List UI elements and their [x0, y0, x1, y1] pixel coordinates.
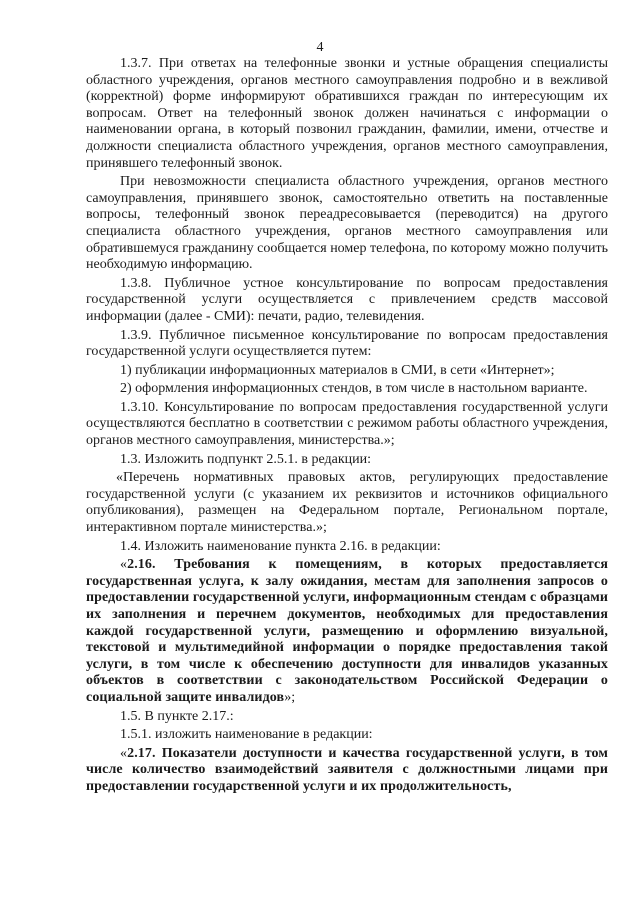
page-number: 4: [316, 40, 324, 55]
bold-text-2-17: 2.17. Показатели доступности и качества государственной услуги, в том числе количество взаимодействий заявителя с должностными лицами при предоставлении государственной услуги и их продолжительность,: [86, 745, 608, 794]
paragraph-amend-1-4: 1.4. Изложить наименование пункта 2.16. в редакции:: [120, 538, 441, 554]
quote-open-2: «: [120, 745, 128, 761]
paragraph-1-3-10: 1.3.10. Консультирование по вопросам предоставления государственной услуги осуществляются бесплатно в соответствии с режимом работы областного учреждения, органов местного самоуправления, министерства.»;: [86, 399, 608, 449]
paragraph-1-3-7: 1.3.7. При ответах на телефонные звонки и устные обращения специалисты областного учреждения, органов местного самоуправления подробно и в вежливой (корректной) форме информируют обратившихся граждан по интересующим их вопросам. Ответ на телефонный звонок должен начинаться с информации о наименовании органа, в который позвонил гражданин, фамилии, имени, отчестве и должности специалиста областного учреждения, органов местного самоуправления, принявшего телефонный звонок.: [86, 56, 608, 171]
paragraph-amend-1-5: 1.5. В пункте 2.17.:: [120, 708, 234, 724]
list-item-1: 1) публикации информационных материалов в СМИ, в сети «Интернет»;: [120, 362, 555, 378]
paragraph-amend-1-3: 1.3. Изложить подпункт 2.5.1. в редакции:: [120, 451, 372, 467]
paragraph-1-3-9: 1.3.9. Публичное письменное консультирование по вопросам предоставления государственной услуги осуществляется путем:: [86, 327, 608, 360]
document-body: [86, 56, 608, 798]
bold-paragraph-2-17: [86, 746, 608, 796]
list-item-2: 2) оформления информационных стендов, в том числе в настольном варианте.: [120, 381, 588, 397]
bold-text-2-16: 2.16. Требования к помещениям, в которых предоставляется государственная услуга, к залу ожидания, местам для заполнения запросов о предоставлении государственной услуги, информационным стендам с образцами их заполнения и перечнем документов, необходимых для предоставления каждой государственной услуги, размещению и оформлению визуальной, текстовой и мультимедийной информации о порядке предоставления такой услуги, в том числе к обеспечению доступности для инвалидов указанных объектов в соответствии с законодательством Российской Федерации о социальной защите инвалидов: [86, 557, 608, 705]
paragraph-amend-1-5-1: 1.5.1. изложить наименование в редакции:: [120, 727, 373, 743]
paragraph-1-3-8: 1.3.8. Публичное устное консультирование по вопросам предоставления государственной услуги осуществляется с привлечением средств массовой информации (далее - СМИ): печати, радио, телевидения.: [86, 275, 608, 324]
quote-close: »;: [284, 689, 296, 705]
quote-open: «: [120, 557, 128, 573]
paragraph-readdressing: При невозможности специалиста областного учреждения, органов местного самоуправления, принявшего звонок, самостоятельно ответить на поставленные вопросы, телефонный звонок переадресовывается (переводится) на другого специалиста областного учреждения, органов местного самоуправления или обратившемуся гражданину сообщается номер телефона, по которому можно получить необходимую информацию.: [86, 174, 608, 273]
bold-paragraph-2-16: [86, 557, 608, 706]
paragraph-quote-2-5-1: «Перечень нормативных правовых актов, регулирующих предоставление государственной услуги (с указанием их реквизитов и источников официального опубликования), размещен на Федеральном портале, Региональном портале, интерактивном портале министерства.»;: [86, 470, 608, 536]
